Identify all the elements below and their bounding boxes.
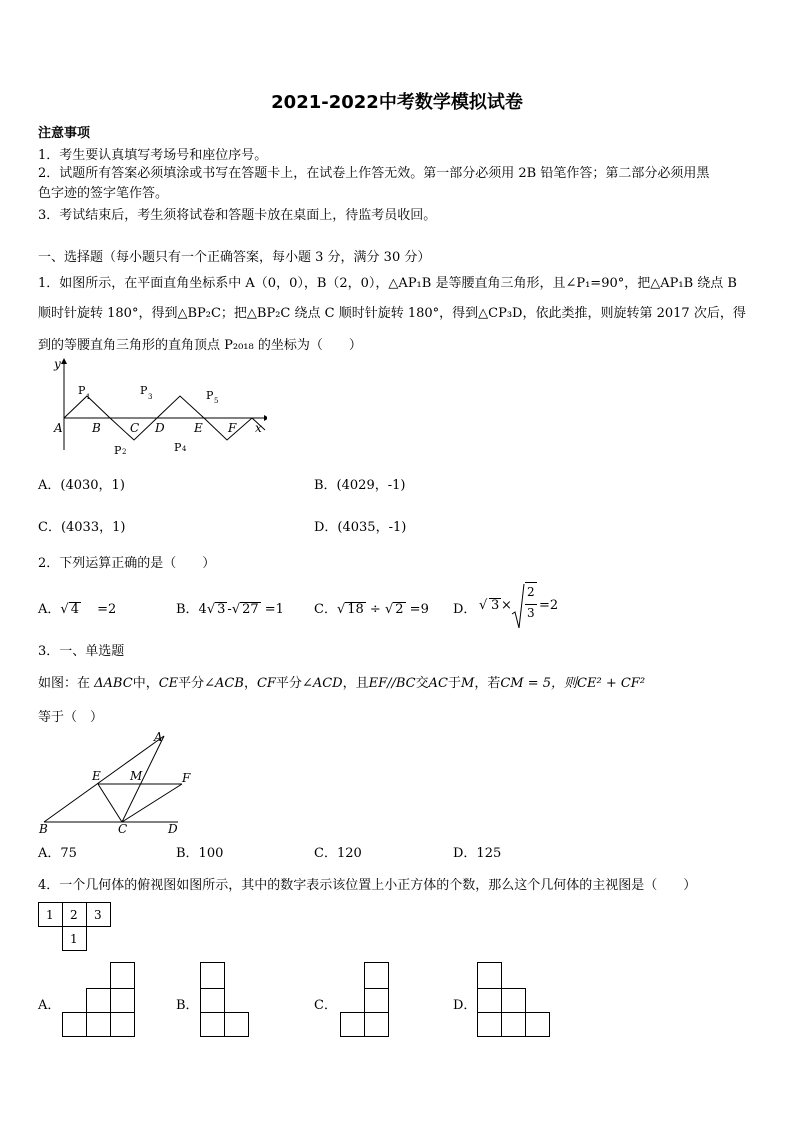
fraction-denominator: 3 [527,606,535,620]
q4-stem: 4．一个几何体的俯视图如图所示，其中的数字表示该位置上小正方体的个数，那么这个几何体的主视图是（ ） [38,878,697,893]
q2-option-b [176,598,284,617]
q2-option-c [314,598,429,617]
radical-sign: √ [479,598,488,613]
q3-stem [38,672,645,691]
option-label: D． [453,602,477,617]
math-term: CE [158,676,179,691]
q1-option-d: D．(4035，-1) [314,520,407,535]
point-label-f: F [182,771,191,785]
option-result: =2 [539,598,559,613]
math-term: // [387,676,396,691]
q3-option-c: C．120 [314,846,362,861]
point-label-b: B [92,421,101,435]
point-label-p5: P [206,389,214,402]
top-view-count: 3 [94,908,102,922]
axis-label-x: x [255,421,262,435]
point-label-p4: P [174,441,182,454]
point-label-p3: P [140,384,148,397]
q2-option-a [38,598,116,617]
point-label-d: D [155,421,165,435]
fraction-numerator: 2 [527,585,535,599]
q1-stem-line: 到的等腰直角三角形的直角顶点 P₂₀₁₈ 的坐标为（ ） [38,338,362,353]
stem-text: ，且 [342,676,369,691]
q4-top-view-grid [38,902,118,954]
math-term: M [461,676,475,691]
point-label-a: A [154,730,163,744]
math-term: AC [428,676,448,691]
q1-zigzag-figure [52,358,267,455]
point-label-p4-sub: 4 [182,445,187,453]
q4-option-c-label: C． [314,998,337,1013]
point-label-p3-sub: 3 [148,393,153,401]
y-axis-arrow [61,358,67,364]
page-title: 2021-2022中考数学模拟试卷 [271,92,523,113]
radical-sign-tall [511,582,525,632]
fraction-bar [525,604,537,605]
option-label: B．4 [176,602,207,617]
q1-stem-line: 顺时针旋转 180°，得到△BP₂C；把△BP₂C 绕点 C 顺时针旋转 180°，得到△CP₃D，依此类推，则旋转第 2017 次后，得 [38,306,746,321]
point-label-e: E [194,421,203,435]
notice-heading: 注意事项 [38,126,91,141]
q3-stem-line2: 等于（ ） [38,710,104,725]
radicand: 27 [242,602,259,617]
radical-sign: √ [206,602,216,617]
point-label-d: D [168,822,178,836]
stem-text: ，若 [474,676,501,691]
point-label-f: F [228,421,237,435]
section-heading: 一、选择题（每小题只有一个正确答案，每小题 3 分，满分 30 分） [38,250,431,265]
operator: ÷ [365,602,385,617]
radicand: 4 [70,602,79,617]
top-view-count: 1 [70,932,78,946]
axis-label-y: y [54,358,61,371]
top-view-count: 1 [46,908,54,922]
point-label-p1: P [78,384,86,397]
radical-sign: √ [231,602,241,617]
q4-option-b-label: B． [176,998,199,1013]
option-label: C． [314,602,337,617]
q1-option-b: B．(4029，-1) [314,478,406,493]
math-term: EF [368,676,388,691]
q4-option-a-label: A． [38,998,61,1013]
notice-item: 1．考生要认真填写考场号和座位序号。 [38,148,268,163]
stem-text: 中， [132,676,159,691]
math-term: ΔABC [94,676,133,691]
stem-text: 平分 [275,676,302,691]
option-result: =1 [260,602,284,617]
notice-item: 3．考试结束后，考生须将试卷和答题卡放在桌面上，待监考员收回。 [38,208,437,223]
q3-option-a: A．75 [38,846,77,861]
stem-text: 于 [448,676,462,691]
point-label-c: C [118,822,128,836]
point-label-a: A [54,421,63,435]
radical-sign: √ [336,602,346,617]
radicand: 18 [347,602,364,617]
point-label-p2-sub: 2 [122,448,127,455]
q1-option-a: A．(4030，1) [38,478,125,493]
point-label-c: C [130,421,140,435]
point-label-p2: P [114,444,122,455]
notice-item: 2．试题所有答案必须填涂或书写在答题卡上，在试卷上作答无效。第一部分必须用 2B 铅笔作答；第二部分必须用黑 [38,166,710,181]
stem-text: 交 [415,676,429,691]
math-term: CF [256,676,276,691]
q4-option-d-front-view [477,962,553,1038]
math-term: ∠ACD [301,676,343,691]
operator: × [501,598,512,613]
x-axis-arrow [264,415,267,421]
q4-option-c-front-view [340,962,394,1038]
radicand: 2 [395,602,404,617]
q2-stem: 2．下列运算正确的是（ ） [38,556,216,571]
q4-option-b-front-view [200,962,254,1038]
math-term: CE² + CF² [577,676,646,691]
q3-heading: 3．一、单选题 [38,644,125,659]
radical-sign: √ [60,602,69,617]
stem-text: ， [243,676,257,691]
point-label-p5-sub: 5 [214,397,219,405]
math-term: BC [395,676,416,691]
operator: - [227,602,232,617]
q1-stem-line: 1．如图所示，在平面直角坐标系中 A（0，0），B（2，0），△AP₁B 是等腰直角三角形，且∠P₁=90°，把△AP₁B 绕点 B [38,276,737,291]
point-label-e: E [92,769,101,783]
option-result: =2 [92,602,117,617]
point-label-m: M [130,769,143,783]
q4-option-d-label: D． [453,998,477,1013]
radical-sign: √ [384,602,394,617]
stem-text: 平分 [178,676,205,691]
q3-option-b: B．100 [176,846,224,861]
math-term: = 5，则 [523,676,578,691]
radicand: 3 [491,598,500,613]
option-result: =9 [405,602,429,617]
q3-triangle-figure [36,730,196,838]
q3-option-d: D．125 [453,846,502,861]
point-label-b: B [39,822,48,836]
stem-text: 如图：在 [38,676,91,691]
math-term: ∠ACB [204,676,244,691]
radicand: 3 [217,602,226,617]
point-label-p1-sub: 1 [86,393,91,401]
top-view-count: 2 [70,908,78,922]
q4-option-a-front-view [62,962,138,1038]
q1-option-c: C．(4033，1) [38,520,126,535]
math-term: CM [500,676,524,691]
option-label: A． [38,602,61,617]
notice-item: 色字迹的签字笔作答。 [38,186,169,201]
